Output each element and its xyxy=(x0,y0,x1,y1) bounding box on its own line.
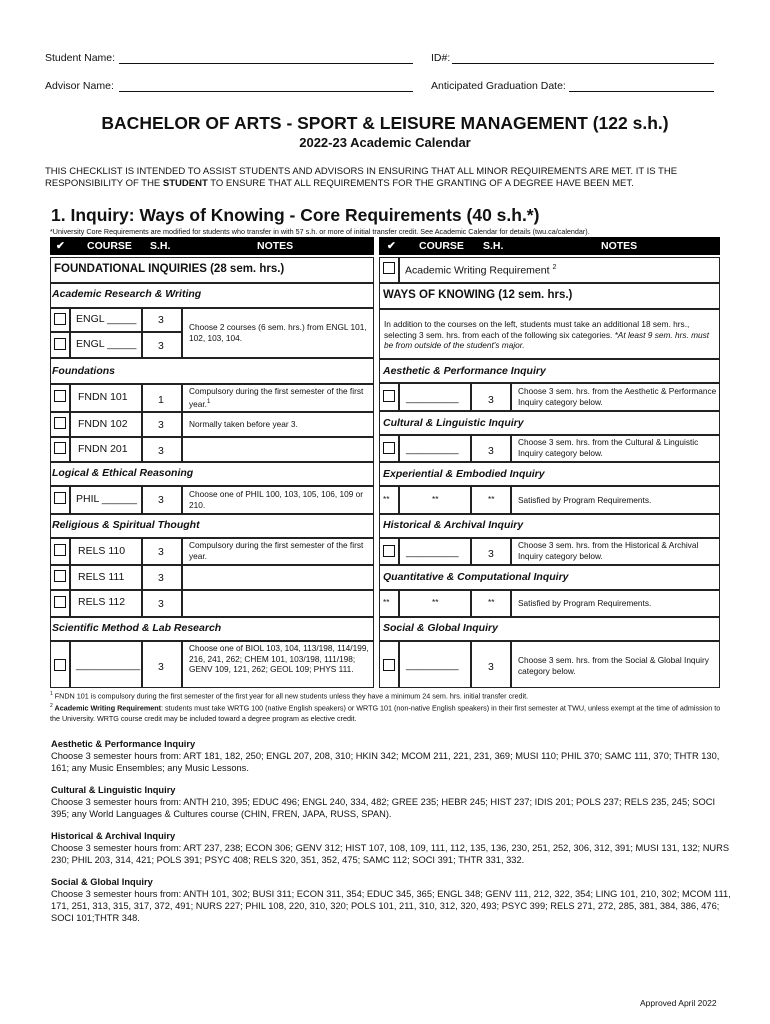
his-course[interactable]: _________ xyxy=(406,546,459,558)
rels110-checkbox[interactable] xyxy=(54,544,66,556)
qua-col1: ** xyxy=(383,597,390,607)
his-checkbox[interactable] xyxy=(383,545,395,557)
rels112-checkbox[interactable] xyxy=(54,596,66,608)
foundations-heading: Foundations xyxy=(52,365,115,377)
logical-heading: Logical & Ethical Reasoning xyxy=(52,467,194,479)
list-item: Aesthetic & Performance Inquiry Choose 3 semester hours from: ART 181, 182, 250; ENGL 207, 208, 310; HKIN 342; MCOM 211, 221, 231, 369; MUSI 110; PHIL 370; SAMC 111, 370; THTR 130, 161; any Music Ensembles; any Music Lessons. xyxy=(51,739,720,773)
rels111-checkbox[interactable] xyxy=(54,570,66,582)
col-sh: S.H. xyxy=(483,240,504,252)
wok-note: In addition to the courses on the left, students must take an additional 18 sem. hrs., selecting 3 sem. hrs. from each of the following six categories. *At least 9 sem. hrs. must be from outside of the student's major. xyxy=(384,319,710,350)
rels112-course: RELS 112 xyxy=(78,596,126,608)
category-lists xyxy=(51,738,731,934)
soc-sh: 3 xyxy=(488,661,494,673)
id-field[interactable] xyxy=(452,63,714,64)
his-sh: 3 xyxy=(488,548,494,560)
list-item: Historical & Archival Inquiry Choose 3 semester hours from: ART 237, 238; ECON 306; GENV 312; HIST 107, 108, 109, 111, 112, 135, 136, 230, 251, 252, 306, 312, 391; MUSI 131, 132; NURS 230; PHIL 203, 314, 421; POLS 391; PSYC 408; RELS 320, 351, 352, 475; SAMC 112; SOCI 391; THTR 331, 332. xyxy=(51,831,730,865)
cultural-heading: Cultural & Linguistic Inquiry xyxy=(383,417,524,429)
engl2-checkbox[interactable] xyxy=(54,338,66,350)
intro-text: THIS CHECKLIST IS INTENDED TO ASSIST STUDENTS AND ADVISORS IN ENSURING THAT ALL MINOR REQUIREMENTS ARE MET. IT IS THE RESPONSIBILITY OF THE STUDENT TO ENSURE THAT ALL REQUIREMENTS FOR THE GRANTING OF A DEGREE HAVE BEEN MET. xyxy=(45,166,678,189)
cul-checkbox[interactable] xyxy=(383,442,395,454)
left-table-header xyxy=(50,237,374,255)
soc-checkbox[interactable] xyxy=(383,659,395,671)
footnote-1: $^1$ FNDN 101 is compulsory during the first semester of the first year for all new students unless they have a minimum 24 sem. hrs. initial transfer credit. xyxy=(50,691,529,701)
footnotes xyxy=(50,689,730,724)
col-course: COURSE xyxy=(419,240,464,252)
advisor-name-field[interactable] xyxy=(119,91,413,92)
page-subtitle: 2022-23 Academic Calendar xyxy=(299,135,471,150)
grad-date-field[interactable] xyxy=(569,91,714,92)
foundational-heading: FOUNDATIONAL INQUIRIES (28 sem. hrs.) xyxy=(54,263,285,275)
approved-date: Approved April 2022 xyxy=(640,998,717,1008)
col-notes: NOTES xyxy=(257,240,294,252)
religious-heading: Religious & Spiritual Thought xyxy=(52,519,200,531)
scientific-heading: Scientific Method & Lab Research xyxy=(52,622,222,634)
col-sh: S.H. xyxy=(150,240,171,252)
his-note: Choose 3 sem. hrs. from the Historical & Archival Inquiry category below. xyxy=(518,540,699,561)
rels110-note: Compulsory during the first semester of the first year. xyxy=(189,540,364,561)
qua-col3: ** xyxy=(488,597,495,607)
sci-sh: 3 xyxy=(158,661,164,673)
sci-note: Choose one of BIOL 103, 104, 113/198, 114/199, 216, 241, 262; CHEM 101, 103/198, 111/198; GENV 109, 121, 262; GEOL 109; PHYS 111. xyxy=(189,643,369,674)
social-heading: Social & Global Inquiry xyxy=(383,622,498,634)
phil-sh: 3 xyxy=(158,494,164,506)
wok-heading: WAYS OF KNOWING (12 sem. hrs.) xyxy=(383,289,573,301)
col-notes: NOTES xyxy=(601,240,638,252)
cul-course[interactable]: _________ xyxy=(406,443,459,455)
check-icon: ✔ xyxy=(387,240,396,252)
qua-note: Satisfied by Program Requirements. xyxy=(518,598,652,608)
aesthetic-heading: Aesthetic & Performance Inquiry xyxy=(383,365,546,377)
fndn102-course: FNDN 102 xyxy=(78,418,128,430)
section-note: *University Core Requirements are modified for students who transfer in with 57 s.h. or more of initial transfer credit. See Academic Calendar for details (twu.ca/calendar). xyxy=(50,227,590,236)
engl-note: Choose 2 courses (6 sem. hrs.) from ENGL 101, 102, 103, 104. xyxy=(189,322,367,343)
historical-heading: Historical & Archival Inquiry xyxy=(383,519,524,531)
awr-checkbox[interactable] xyxy=(383,262,395,274)
cul-sh: 3 xyxy=(488,445,494,457)
aes-checkbox[interactable] xyxy=(383,390,395,402)
rels111-course: RELS 111 xyxy=(78,571,125,583)
exp-col2: ** xyxy=(432,494,439,504)
student-name-label: Student Name: xyxy=(45,52,116,64)
fndn102-sh: 3 xyxy=(158,419,164,431)
quant-heading: Quantitative & Computational Inquiry xyxy=(383,571,569,583)
engl1-sh: 3 xyxy=(158,314,164,326)
exp-note: Satisfied by Program Requirements. xyxy=(518,495,652,505)
fndn101-note: Compulsory during the first semester of the first year.$^1$ xyxy=(189,386,364,409)
col-course: COURSE xyxy=(87,240,132,252)
phil-note: Choose one of PHIL 100, 103, 105, 106, 109 or 210. xyxy=(189,489,364,510)
fndn201-course: FNDN 201 xyxy=(78,443,128,455)
grad-date-label: Anticipated Graduation Date: xyxy=(431,80,566,92)
phil-checkbox[interactable] xyxy=(54,492,66,504)
check-icon: ✔ xyxy=(56,240,65,252)
engl2-course[interactable]: ENGL _____ xyxy=(76,338,137,350)
fndn201-sh: 3 xyxy=(158,445,164,457)
exp-col1: ** xyxy=(383,494,390,504)
aes-course[interactable]: _________ xyxy=(406,392,459,404)
cul-note: Choose 3 sem. hrs. from the Cultural & Linguistic Inquiry category below. xyxy=(518,437,699,458)
rels112-sh: 3 xyxy=(158,598,164,610)
engl2-sh: 3 xyxy=(158,340,164,352)
awr-label: Academic Writing Requirement $^2$ xyxy=(405,264,557,277)
exp-col3: ** xyxy=(488,494,495,504)
fndn201-checkbox[interactable] xyxy=(54,442,66,454)
fndn101-checkbox[interactable] xyxy=(54,390,66,402)
rels110-course: RELS 110 xyxy=(78,545,126,557)
sci-checkbox[interactable] xyxy=(54,659,66,671)
rels110-sh: 3 xyxy=(158,546,164,558)
fndn102-note: Normally taken before year 3. xyxy=(189,419,298,429)
soc-note: Choose 3 sem. hrs. from the Social & Global Inquiry category below. xyxy=(518,655,709,676)
aes-sh: 3 xyxy=(488,394,494,406)
student-name-field[interactable] xyxy=(119,63,413,64)
advisor-name-label: Advisor Name: xyxy=(45,80,114,92)
engl1-course[interactable]: ENGL _____ xyxy=(76,313,137,325)
fndn102-checkbox[interactable] xyxy=(54,417,66,429)
academic-heading: Academic Research & Writing xyxy=(52,288,202,300)
list-item: Social & Global Inquiry Choose 3 semester hours from: ANTH 101, 302; BUSI 311; ECON 311, 354; EDUC 345, 365; ENGL 348; GENV 111, 212, 322, 354; LING 101, 210, 302; MCOM 111, 171, 251, 313, 315, 317, 372, 491; NURS 227; PHIL 108, 220, 310, 320; POLS 101, 211, 310, 312, 320, 493; PSYC 399; RELS 271, 272, 285, 381, 384, 386, 476; SOCI 101;THTR 348. xyxy=(51,877,731,923)
fndn101-sh: 1 xyxy=(158,394,164,406)
section-title: 1. Inquiry: Ways of Knowing - Core Requirements (40 s.h.*) xyxy=(51,205,540,225)
right-table-header xyxy=(379,237,720,255)
qua-col2: ** xyxy=(432,597,439,607)
rels111-sh: 3 xyxy=(158,572,164,584)
page-title: BACHELOR OF ARTS - SPORT & LEISURE MANAGEMENT (122 s.h.) xyxy=(101,113,669,133)
id-label: ID#: xyxy=(431,52,451,64)
experiential-heading: Experiential & Embodied Inquiry xyxy=(383,468,545,480)
engl1-checkbox[interactable] xyxy=(54,313,66,325)
list-item: Cultural & Linguistic Inquiry Choose 3 semester hours from: ANTH 210, 395; EDUC 496; ENGL 240, 334, 482; GREE 235; HEBR 245; HIST 237; IDIS 201; POLS 237; RELS 235, 245; SOCI 395; any World Languages & Cultures course (CHIN, FREN, JAPA, RUSS, SPAN). xyxy=(51,785,716,819)
phil-course[interactable]: PHIL ______ xyxy=(76,493,137,505)
footnote-2: $^2$ Academic Writing Requirement: students must take WRTG 100 (native English speakers) or WRTG 101 (non-native English speakers) in their first semester at TWU, unless exempt at the time of admission to the University. WRTG course credit may be included toward a degree program as elective credit. xyxy=(50,703,721,723)
aes-note: Choose 3 sem. hrs. from the Aesthetic & Performance Inquiry category below. xyxy=(518,386,717,407)
soc-course[interactable]: _________ xyxy=(406,659,459,671)
fndn101-course: FNDN 101 xyxy=(78,391,128,403)
sci-course[interactable]: ___________ xyxy=(76,659,141,671)
